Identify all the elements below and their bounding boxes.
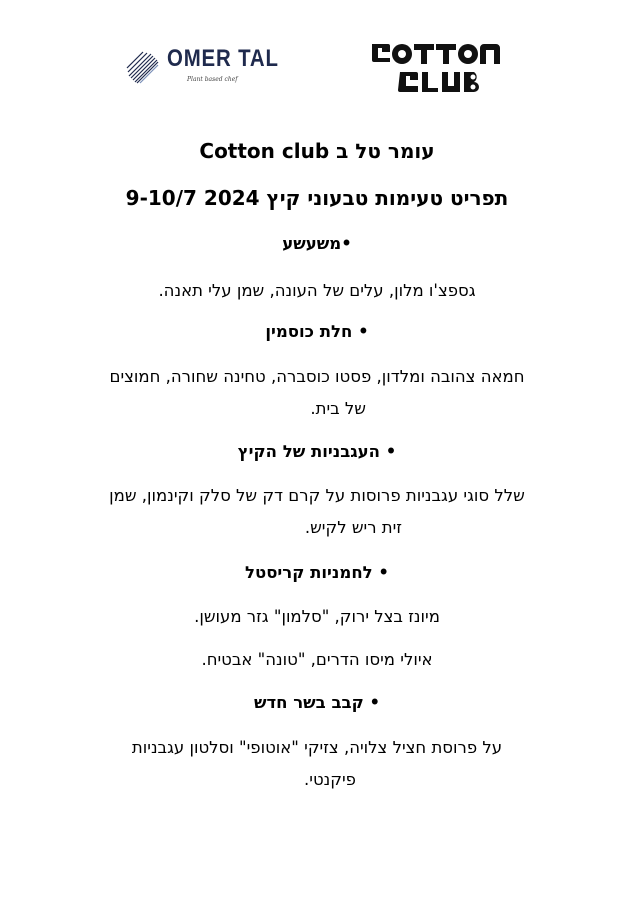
cotton-club-logo bbox=[370, 42, 502, 98]
course-description: מיונז בצל ירוק, "סלמון" גזר מעושן. bbox=[194, 607, 440, 626]
leaf-icon bbox=[125, 50, 161, 86]
page-title: עומר טל ב Cotton club bbox=[199, 139, 435, 163]
course-heading: •משעשע bbox=[282, 234, 352, 253]
omer-tal-logo bbox=[125, 44, 285, 94]
course-description: גספצ'ו מלון, עלים של העונה, שמן עלי תאנה. bbox=[158, 281, 476, 300]
course-description: של בית. bbox=[310, 399, 366, 418]
omer-tal-wordmark: OMER TAL bbox=[167, 45, 279, 72]
course-heading: • לחמניות קריסטל bbox=[245, 563, 389, 582]
omer-tal-tagline: Plant based chef bbox=[187, 76, 238, 83]
course-heading: • קבב בשר חדש bbox=[253, 693, 381, 712]
course-description: חמאה צהובה ומלדון, פסטו כוסברה, טחינה שחורה, חמוצים bbox=[109, 367, 525, 386]
course-description: איולי מיסו הדרים, "טונה" אבטיח. bbox=[201, 650, 433, 669]
logo-bar bbox=[0, 40, 634, 100]
course-description: פיקנטי. bbox=[304, 770, 356, 789]
course-heading: • חלת כוסמין bbox=[265, 322, 369, 341]
course-heading: • העגבניות של הקיץ bbox=[237, 442, 397, 461]
course-description: על פרוסת חציל צלויה, צזיקי "אוטופי" וסלטון עגבניות bbox=[131, 738, 503, 757]
course-description: זית ריש לקיש. bbox=[304, 518, 402, 537]
course-description: שלל סוגי עגבניות פרוסות על קרם דק של סלק וקינמון, שמן bbox=[109, 486, 525, 505]
menu-subtitle: תפריט טעימות טבעוני קיץ 2024 9-10/7 bbox=[125, 186, 509, 210]
